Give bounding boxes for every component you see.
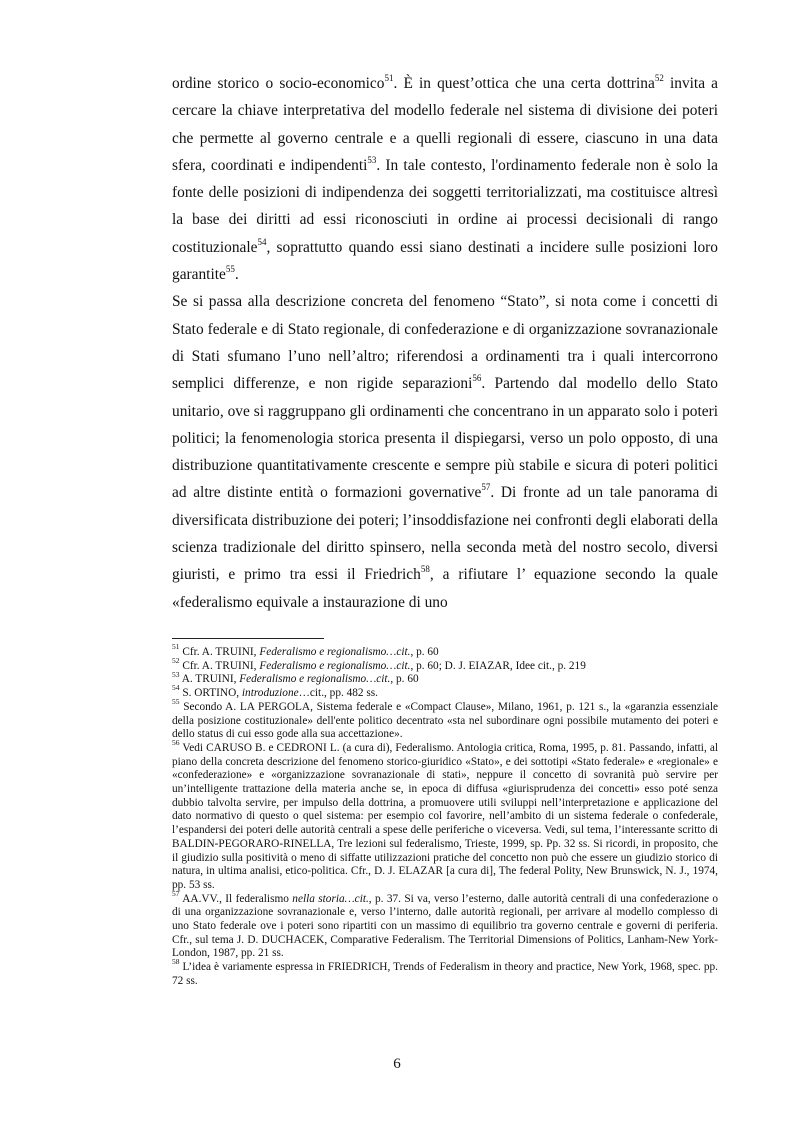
footnote-title: Federalismo e regionalismo…cit. — [239, 673, 391, 686]
paragraph-2 — [172, 288, 718, 616]
paragraph-1 — [172, 70, 718, 288]
footnote-text: Cfr. A. TRUINI, — [179, 659, 260, 672]
body-text — [172, 70, 718, 616]
footnote-54 — [172, 683, 718, 701]
text-run: invita a cercare la chiave interpretativa del modello federale nel sistema di divisione dei poteri che permette al governo centrale e a quelli regionali di essere, ciascuno in una data sfera, coordinati e indipendenti — [172, 75, 718, 174]
footnote-56 — [172, 738, 718, 893]
footnote-separator — [172, 638, 324, 639]
footnote-text: A. TRUINI, — [179, 673, 240, 686]
text-run: ordine storico o socio-economico — [172, 75, 385, 92]
footnote-55 — [172, 697, 718, 742]
footnote-text: , p. 60; D. J. EIAZAR, Idee cit., p. 219 — [410, 659, 586, 672]
footnote-52 — [172, 655, 718, 674]
footnote-ref-57: 57 — [481, 482, 491, 493]
footnote-text: , p. 60 — [390, 673, 419, 686]
footnote-57 — [172, 888, 718, 962]
footnote-number: 55 — [172, 697, 180, 707]
footnote-ref-58: 58 — [420, 564, 430, 575]
footnote-text: , p. 37. Si va, verso l’esterno, dalle autorità centrali di una confederazione o di una organizzazione sovranazionale e, verso l’interno, dalle autorità regionali, per arrivare al modello complesso di uno Stato federale ove i poteri sono ripartiti con un massimo di equilibrio tra governo centrale e governi di periferia. Cfr., sul tema J. D. DUCHACEK, Comparative Federalism. The Territorial Dimensions of Politics, Lanham-New York-London, 1987, pp. 21 ss. — [172, 892, 718, 960]
footnote-text: …cit., pp. 482 ss. — [298, 687, 379, 700]
footnotes — [172, 642, 718, 989]
footnote-ref-53: 53 — [367, 154, 377, 165]
footnote-number: 51 — [172, 642, 180, 652]
footnote-58 — [172, 957, 718, 988]
footnote-title: introduzione — [241, 687, 299, 700]
text-run: , soprattutto quando essi siano destinati a incidere sulle posizioni loro garantite — [172, 238, 718, 284]
footnote-title: nella storia…cit. — [292, 892, 369, 905]
footnote-text: Vedi CARUSO B. e CEDRONI L. (a cura di), Federalismo. Antologia critica, Roma, 1995, p. 81. Passando, infatti, al piano della concreta descrizione del fenomeno storico-giuridico «Stato», e dei sottotipi «Stato federale» e «regionale» e «confederazione» e «organizzazione sovranazionale di stati», neppure il concetto di sovranità può servire per un’intelligente trattazione della materia anche se, in epoca di diffusa «giurisprudenza dei concetti» esso poté senza dubbio talvolta servire, per impulso della dottrina, a promuovere utili sviluppi nell’interpretazione e applicazione del dato normativo di questo o quel sistema: per esempio col favorire, nell’ambito di un sistema federale o confederale, l’espandersi dei poteri delle autorità centrali a spese delle periferiche o viceversa. Vedi, sul tema, l’interessante scritto di BALDIN-PEGORARO-RINELLA, Tre lezioni sul federalismo, Trieste, 1999, sp. Pp. 32 ss. Si ricordi, in proposito, che il giudizio sulla positività o meno di siffatte utilizzazioni pratiche del concetto non può che essere un giudizio storico di natura, in ultima analisi, etico-politica. Cfr., D. J. ELAZAR [a cura di], The federal Polity, New Brunswick, N. J., 1974, pp. 53 ss. — [172, 741, 718, 891]
footnote-text: L’idea è variamente espressa in FRIEDRICH, Trends of Federalism in theory and practice, New York, 1968, spec. pp. 72 ss. — [172, 961, 718, 987]
footnote-ref-56: 56 — [472, 373, 482, 384]
page-number: 6 — [393, 1056, 401, 1072]
footnote-text: , p. 60 — [410, 646, 439, 658]
footnote-number: 52 — [172, 655, 180, 665]
footnote-number: 53 — [172, 669, 180, 679]
footnote-number: 58 — [172, 957, 180, 967]
footnote-title: Federalismo e regionalismo…cit. — [259, 646, 411, 658]
footnote-53 — [172, 669, 718, 687]
text-run: , a rifiutare l’ equazione secondo la quale «federalismo equivale a instaurazione di uno — [172, 566, 718, 611]
footnote-text: Cfr. A. TRUINI, — [179, 646, 260, 658]
footnote-number: 54 — [172, 683, 180, 693]
text-run: . Partendo dal modello dello Stato unitario, ove si raggruppano gli ordinamenti che concentrano in un apparato solo i poteri politici; la fenomenologia storica presenta il dispiegarsi, verso un polo opposto, di una distribuzione quantitativamente crescente e sempre più stabile e sicura di poteri politici ad altre distinte entità o formazioni governative — [172, 375, 719, 502]
footnote-text: Secondo A. LA PERGOLA, Sistema federale e «Compact Clause», Milano, 1961, p. 121 s., la «garanzia essenziale della posizione costituzionale» dell'ente politico decentrato «sta nel subordinare ogni possibile mutamento dei poteri e dello status di cui esso gode alla sua accettazione». — [172, 700, 718, 741]
text-run: Se si passa alla descrizione concreta del fenomeno “Stato”, si nota come i concetti di Stato federale e di Stato regionale, di confederazione e di organizzazione sovranazionale di Stati sfumano l’uno nell’altro; riferendosi a ordinamenti tra i quali intercorrono semplici differenze, e non rigide separazioni — [172, 293, 718, 393]
footnote-number: 57 — [172, 888, 180, 898]
footnote-ref-54: 54 — [257, 236, 267, 247]
footnote-text: AA.VV., Il federalismo — [179, 892, 293, 905]
text-run: . — [234, 266, 239, 284]
footnote-ref-55: 55 — [225, 263, 235, 274]
footnote-title: Federalismo e regionalismo…cit. — [259, 659, 411, 672]
footnote-ref-51: 51 — [384, 72, 394, 83]
text-run: . Di fronte ad un tale panorama di diversificata distribuzione dei poteri; l’insoddisfazione nei confronti degli elaborati della scienza tradizionale del diritto spinsero, nella seconda metà del nostro secolo, diversi giuristi, e primo tra essi il Friedrich — [172, 484, 718, 584]
text-run: . È in quest’ottica che una certa dottrina — [393, 75, 655, 92]
footnote-ref-52: 52 — [654, 72, 664, 83]
text-run: . In tale contesto, l'ordinamento federale non è solo la fonte delle posizioni di indipendenza dei soggetti territorializzati, ma costituisce altresì la base dei diritti ad essi riconosciuti in ordine ai processi decisionali di rango costituzionale — [172, 156, 718, 256]
footnote-51 — [172, 642, 718, 660]
footnote-number: 56 — [172, 738, 180, 748]
footnote-text: S. ORTINO, — [179, 687, 242, 700]
